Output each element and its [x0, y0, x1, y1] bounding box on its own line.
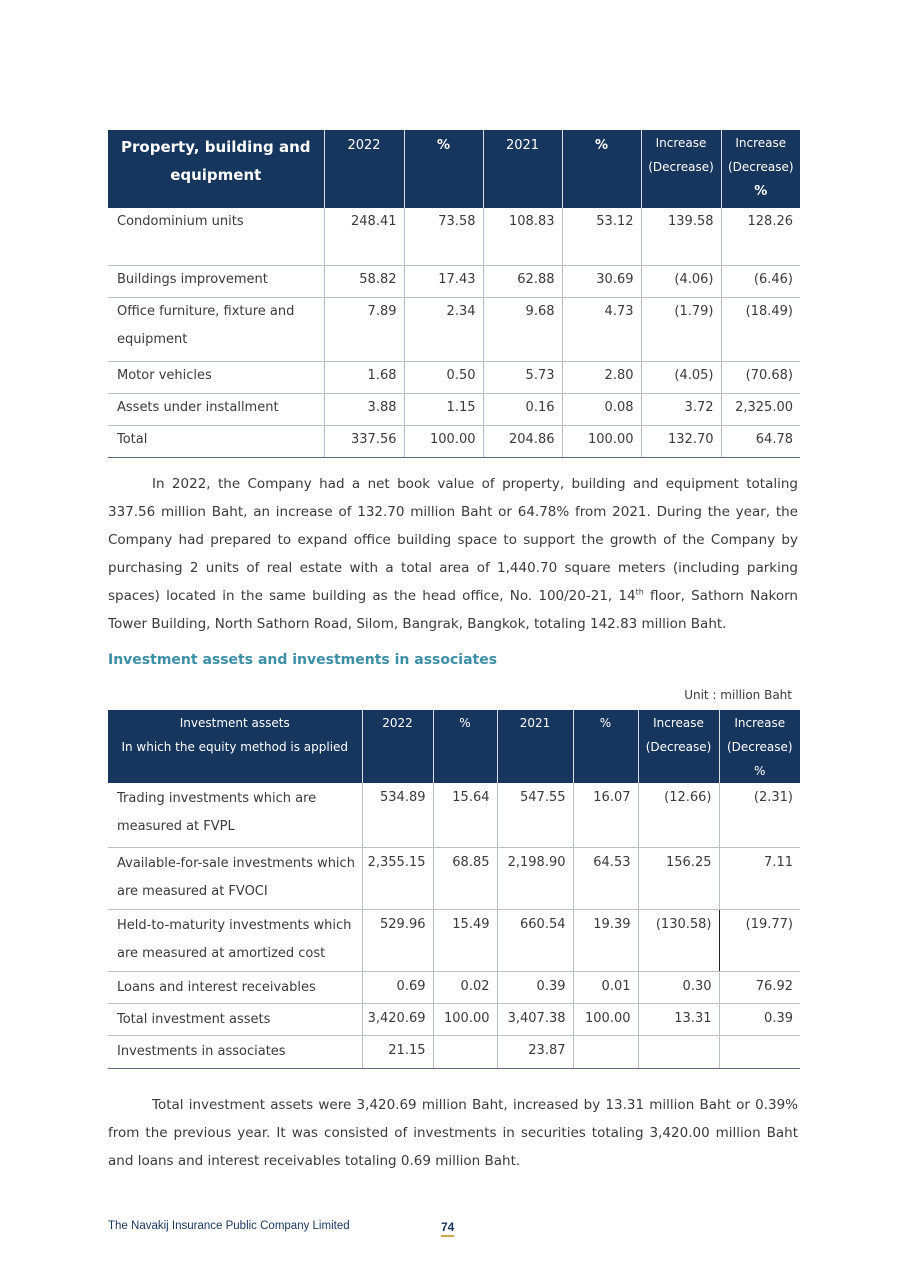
- cell-increase-pct: (19.77): [719, 909, 800, 971]
- cell-2021: 0.39: [497, 971, 573, 1003]
- cell-pct-2022: 2.34: [404, 297, 483, 361]
- cell-2022: 337.56: [324, 425, 404, 457]
- cell-increase: (4.05): [641, 361, 721, 393]
- cell-2021: 0.16: [483, 393, 562, 425]
- cell-increase-pct: (70.68): [721, 361, 800, 393]
- table-total-row: [108, 1003, 800, 1035]
- cell-pct-2022: 0.02: [433, 971, 497, 1003]
- investment-summary-paragraph: [108, 1091, 798, 1175]
- table-row: [108, 909, 800, 971]
- paragraph-superscript: th: [635, 587, 644, 597]
- table-row: [108, 783, 800, 847]
- cell-pct-2022: 100.00: [433, 1003, 497, 1035]
- cell-increase-pct: [719, 1035, 800, 1068]
- column-header-increase-pct: [719, 710, 800, 783]
- column-header-increase-pct-sign: %: [754, 184, 768, 199]
- row-label: Assets under installment: [108, 393, 324, 425]
- cell-increase-pct: (18.49): [721, 297, 800, 361]
- cell-increase: (4.06): [641, 265, 721, 297]
- table-row: [108, 208, 800, 265]
- column-header-pct-2022: %: [433, 710, 497, 783]
- cell-2021: 2,198.90: [497, 847, 573, 909]
- column-header-label-line2: In which the equity method is applied: [121, 740, 349, 754]
- cell-pct-2021: 0.01: [573, 971, 638, 1003]
- row-label: Office furniture, fixture and equipment: [108, 297, 324, 361]
- column-header-pct-2022: %: [404, 130, 483, 208]
- row-label: Condominium units: [108, 208, 324, 265]
- cell-increase: 13.31: [638, 1003, 719, 1035]
- column-header-2021: 2021: [497, 710, 573, 783]
- cell-2021: 108.83: [483, 208, 562, 265]
- table-row: [108, 971, 800, 1003]
- table-row: [108, 297, 800, 361]
- row-label: Buildings improvement: [108, 265, 324, 297]
- cell-pct-2022: 15.49: [433, 909, 497, 971]
- cell-2022: 2,355.15: [362, 847, 433, 909]
- column-header-increase: Increase (Decrease): [641, 130, 721, 208]
- column-header-label: [108, 710, 362, 783]
- cell-pct-2021: 19.39: [573, 909, 638, 971]
- cell-2021: 62.88: [483, 265, 562, 297]
- column-header-increase-pct: [721, 130, 800, 208]
- cell-increase-pct: (2.31): [719, 783, 800, 847]
- property-building-equipment-table: [108, 130, 800, 458]
- cell-2021: 204.86: [483, 425, 562, 457]
- cell-pct-2022: 15.64: [433, 783, 497, 847]
- table-row: [108, 1035, 800, 1068]
- cell-pct-2022: 1.15: [404, 393, 483, 425]
- paragraph-text-part2: floor, Sathorn Nakorn Tower Building, North Sathorn Road, Silom, Bangrak, Bangkok, totaling 142.83 million Baht.: [108, 588, 798, 632]
- cell-increase-pct: 7.11: [719, 847, 800, 909]
- cell-increase-pct: 0.39: [719, 1003, 800, 1035]
- column-header-label: Property, building and equipment: [108, 130, 324, 208]
- table-header-row: [108, 130, 800, 208]
- row-label: Total investment assets: [108, 1003, 362, 1035]
- table-row: [108, 265, 800, 297]
- cell-pct-2022: 17.43: [404, 265, 483, 297]
- cell-increase-pct: (6.46): [721, 265, 800, 297]
- cell-increase: 156.25: [638, 847, 719, 909]
- cell-pct-2021: 53.12: [562, 208, 641, 265]
- cell-pct-2022: 0.50: [404, 361, 483, 393]
- column-header-2022: 2022: [362, 710, 433, 783]
- cell-2022: 3.88: [324, 393, 404, 425]
- cell-pct-2021: 64.53: [573, 847, 638, 909]
- cell-increase-pct: 64.78: [721, 425, 800, 457]
- cell-increase: 132.70: [641, 425, 721, 457]
- row-label: Total: [108, 425, 324, 457]
- cell-2021: 9.68: [483, 297, 562, 361]
- cell-2022: 248.41: [324, 208, 404, 265]
- cell-increase: 0.30: [638, 971, 719, 1003]
- table-row: [108, 361, 800, 393]
- column-header-pct-2021: %: [562, 130, 641, 208]
- cell-2021: 3,407.38: [497, 1003, 573, 1035]
- table-header-row: [108, 710, 800, 783]
- column-header-2022: 2022: [324, 130, 404, 208]
- cell-increase-pct: 128.26: [721, 208, 800, 265]
- cell-2022: 3,420.69: [362, 1003, 433, 1035]
- table-row: [108, 847, 800, 909]
- column-header-pct-2021: %: [573, 710, 638, 783]
- cell-pct-2021: 100.00: [562, 425, 641, 457]
- cell-pct-2021: 4.73: [562, 297, 641, 361]
- investment-assets-table: [108, 710, 800, 1069]
- cell-pct-2021: 100.00: [573, 1003, 638, 1035]
- row-label: Trading investments which are measured at FVPL: [108, 783, 362, 847]
- cell-pct-2022: 68.85: [433, 847, 497, 909]
- footer-company-name: The Navakij Insurance Public Company Limited: [108, 1220, 350, 1232]
- row-label: Motor vehicles: [108, 361, 324, 393]
- cell-pct-2022: 73.58: [404, 208, 483, 265]
- cell-pct-2021: [573, 1035, 638, 1068]
- paragraph-text: Total investment assets were 3,420.69 million Baht, increased by 13.31 million Baht or 0.39% from the previous year. It was consisted of investments in securities totaling 3,420.00 million Baht and loans and interest receivables totaling 0.69 million Baht.: [108, 1097, 798, 1169]
- cell-increase: [638, 1035, 719, 1068]
- column-header-increase-pct-label: Increase (Decrease): [726, 716, 793, 754]
- unit-label: Unit : million Baht: [684, 688, 792, 702]
- cell-2022: 529.96: [362, 909, 433, 971]
- cell-increase: 3.72: [641, 393, 721, 425]
- cell-2022: 7.89: [324, 297, 404, 361]
- table-row: [108, 393, 800, 425]
- cell-increase-pct: 76.92: [719, 971, 800, 1003]
- cell-increase: 139.58: [641, 208, 721, 265]
- cell-pct-2021: 30.69: [562, 265, 641, 297]
- cell-2021: 23.87: [497, 1035, 573, 1068]
- property-summary-paragraph: [108, 470, 798, 638]
- column-header-increase-pct-sign: %: [754, 764, 766, 778]
- row-label: Investments in associates: [108, 1035, 362, 1068]
- cell-2022: 1.68: [324, 361, 404, 393]
- row-label: Available-for-sale investments which are measured at FVOCI: [108, 847, 362, 909]
- paragraph-text-part1: In 2022, the Company had a net book value of property, building and equipment totaling 337.56 million Baht, an increase of 132.70 million Baht or 64.78% from 2021. During the year, the Company had prepared to expand office building space to support the growth of the Company by purchasing 2 units of real estate with a total area of 1,440.70 square meters (including parking spaces) located in the same building as the head office, No. 100/20-21, 14: [108, 476, 798, 604]
- column-header-label-line1: Investment assets: [179, 716, 290, 730]
- cell-pct-2022: 100.00: [404, 425, 483, 457]
- cell-increase: (130.58): [638, 909, 719, 971]
- cell-pct-2022: [433, 1035, 497, 1068]
- cell-pct-2021: 0.08: [562, 393, 641, 425]
- cell-2022: 534.89: [362, 783, 433, 847]
- table-total-row: [108, 425, 800, 457]
- cell-2021: 660.54: [497, 909, 573, 971]
- column-header-increase: Increase (Decrease): [638, 710, 719, 783]
- cell-increase-pct: 2,325.00: [721, 393, 800, 425]
- cell-pct-2021: 2.80: [562, 361, 641, 393]
- row-label: Loans and interest receivables: [108, 971, 362, 1003]
- cell-2022: 21.15: [362, 1035, 433, 1068]
- cell-2021: 5.73: [483, 361, 562, 393]
- cell-pct-2021: 16.07: [573, 783, 638, 847]
- row-label: Held-to-maturity investments which are measured at amortized cost: [108, 909, 362, 971]
- column-header-increase-pct-label: Increase (Decrease): [727, 136, 794, 174]
- cell-increase: (1.79): [641, 297, 721, 361]
- page-number: 74: [441, 1219, 454, 1237]
- cell-2021: 547.55: [497, 783, 573, 847]
- cell-2022: 58.82: [324, 265, 404, 297]
- cell-2022: 0.69: [362, 971, 433, 1003]
- column-header-2021: 2021: [483, 130, 562, 208]
- cell-increase: (12.66): [638, 783, 719, 847]
- section-title: Investment assets and investments in associates: [108, 652, 498, 668]
